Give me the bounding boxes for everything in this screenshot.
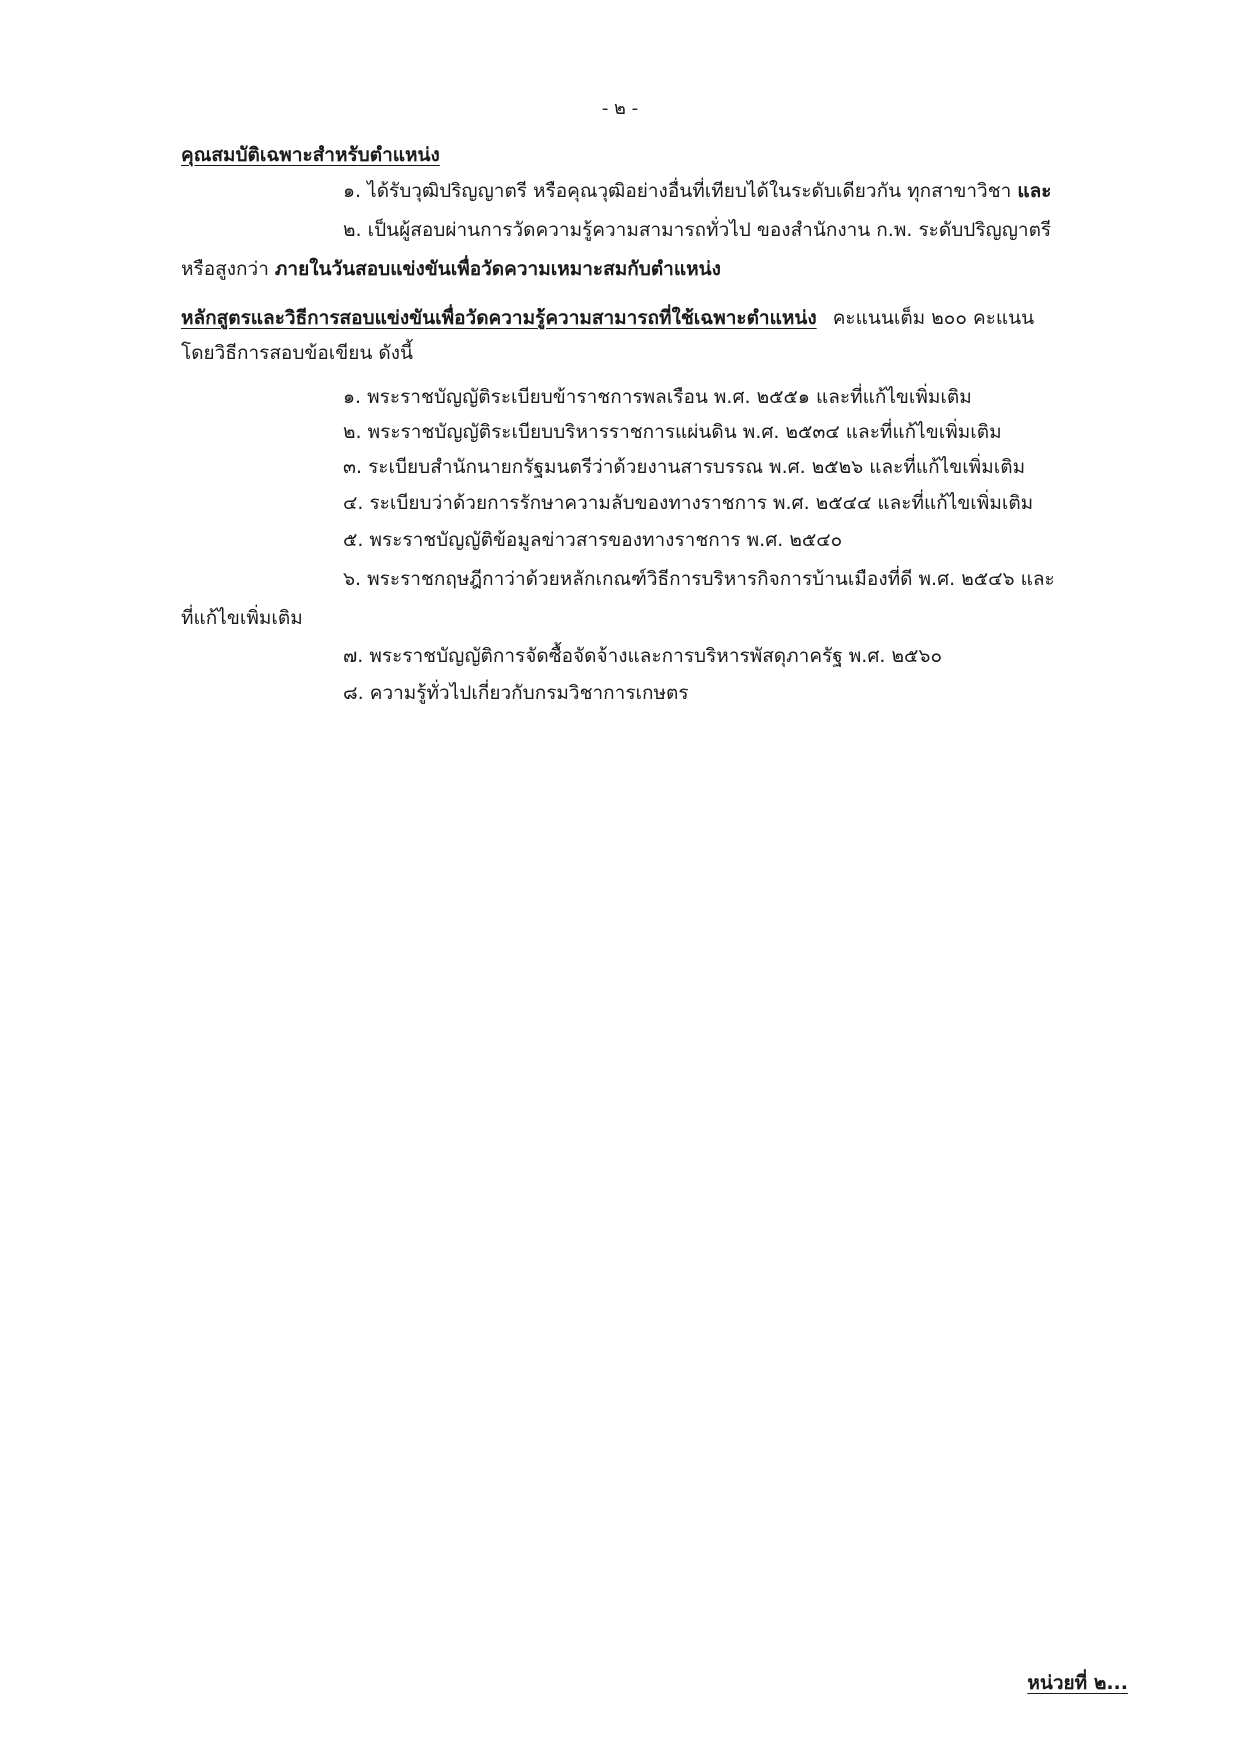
continuation-footer: หน่วยที่ ๒...: [1027, 1672, 1128, 1694]
qualification-item-1-suffix: และ: [1017, 180, 1052, 202]
page-number: - ๒ -: [601, 98, 639, 119]
curriculum-heading-line: [181, 305, 1034, 331]
curriculum-item-5: ๕. พระราชบัญญัติข้อมูลข่าวสารของทางราชการ พ.ศ. ๒๕๔๐: [343, 529, 843, 551]
qualification-item-1: [343, 178, 1051, 204]
curriculum-item-6-continuation: ที่แก้ไขเพิ่มเติม: [181, 607, 303, 629]
qualifications-heading: คุณสมบัติเฉพาะสำหรับตำแหน่ง: [181, 144, 440, 166]
curriculum-item-1: ๑. พระราชบัญญัติระเบียบข้าราชการพลเรือน พ.ศ. ๒๕๕๑ และที่แก้ไขเพิ่มเติม: [343, 386, 972, 408]
curriculum-item-3: ๓. ระเบียบสำนักนายกรัฐมนตรีว่าด้วยงานสารบรรณ พ.ศ. ๒๕๒๖ และที่แก้ไขเพิ่มเติม: [343, 456, 1026, 478]
qualification-item-2-bold: ภายในวันสอบแข่งขันเพื่อวัดความเหมาะสมกับตำแหน่ง: [274, 258, 721, 280]
qualification-item-2-line-2: [181, 256, 721, 282]
curriculum-item-2: ๒. พระราชบัญญัติระเบียบบริหารราชการแผ่นดิน พ.ศ. ๒๕๓๔ และที่แก้ไขเพิ่มเติม: [343, 421, 1002, 443]
qualification-item-2-prefix: หรือสูงกว่า: [181, 258, 269, 280]
qualification-item-2-line-1: ๒. เป็นผู้สอบผ่านการวัดความรู้ความสามารถทั่วไป ของสำนักงาน ก.พ. ระดับปริญญาตรี: [343, 219, 1052, 241]
curriculum-method: โดยวิธีการสอบข้อเขียน ดังนี้: [181, 342, 414, 364]
curriculum-item-4: ๔. ระเบียบว่าด้วยการรักษาความลับของทางราชการ พ.ศ. ๒๕๔๔ และที่แก้ไขเพิ่มเติม: [343, 492, 1034, 514]
curriculum-item-8: ๘. ความรู้ทั่วไปเกี่ยวกับกรมวิชาการเกษตร: [343, 682, 689, 704]
curriculum-item-7: ๗. พระราชบัญญัติการจัดซื้อจัดจ้างและการบริหารพัสดุภาครัฐ พ.ศ. ๒๕๖๐: [343, 645, 943, 667]
curriculum-score: คะแนนเต็ม ๒๐๐ คะแนน: [832, 307, 1035, 329]
curriculum-heading: หลักสูตรและวิธีการสอบแข่งขันเพื่อวัดความรู้ความสามารถที่ใช้เฉพาะตำแหน่ง: [181, 307, 817, 329]
curriculum-item-6: ๖. พระราชกฤษฎีกาว่าด้วยหลักเกณฑ์วิธีการบริหารกิจการบ้านเมืองที่ดี พ.ศ. ๒๕๔๖ และ: [343, 568, 1055, 590]
qualification-item-1-text: ๑. ได้รับวุฒิปริญญาตรี หรือคุณวุฒิอย่างอื่นที่เทียบได้ในระดับเดียวกัน ทุกสาขาวิชา: [343, 180, 1012, 202]
